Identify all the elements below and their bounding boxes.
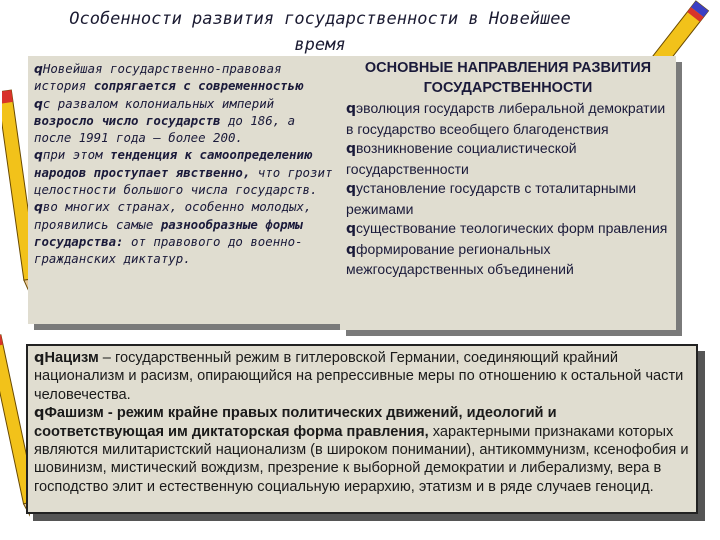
bullet-marker-icon: q bbox=[34, 349, 45, 366]
bullet-marker-icon: q bbox=[34, 199, 43, 215]
direction-item bbox=[346, 219, 670, 240]
direction-text: эволюция государств либеральной демократии в государство всеобщего благоденствия bbox=[346, 100, 666, 137]
bullet-marker-icon: q bbox=[346, 141, 357, 157]
definition-term: Нацизм bbox=[44, 350, 99, 366]
direction-item bbox=[346, 179, 670, 219]
bullet-marker-icon: q bbox=[346, 221, 357, 237]
bullet-marker-icon: q bbox=[346, 241, 357, 258]
left-paragraph bbox=[34, 95, 334, 147]
left-text: Новейшая государственно-правовая история bbox=[34, 61, 282, 94]
left-bold-text: тенденция к самоопределению народов проступает явственно, bbox=[34, 147, 312, 180]
direction-text: возникновение социалистической государственности bbox=[346, 140, 577, 177]
left-text: что грозит целостности большого числа государств. bbox=[34, 164, 333, 198]
left-text: до 186, а после 1991 года – более 200. bbox=[34, 112, 296, 146]
direction-text: существование теологических форм правления bbox=[356, 220, 668, 236]
page-title: Особенности развития государственности в Новейшее время bbox=[69, 9, 571, 55]
definition-text: характерными признаками которых являются милитаристский национализм (в широком понимании), антикоммунизм, ксенофобия и шовинизм, мистический вождизм, презрение к выборной демократии и либерализму, вера в господство элит и естественную социальную иерархию, этатизм и в ряде случаев геноцид. bbox=[34, 423, 689, 495]
left-text-panel bbox=[28, 56, 340, 324]
left-bold-text: возросло число государств bbox=[34, 112, 221, 128]
bullet-marker-icon: q bbox=[34, 95, 43, 111]
left-text: во многих странах, особенно молодых, проявились самые bbox=[34, 199, 312, 232]
bullet-marker-icon: q bbox=[34, 61, 43, 76]
bullet-marker-icon: q bbox=[34, 404, 45, 422]
definition-fascism bbox=[34, 404, 690, 496]
bullet-marker-icon: q bbox=[34, 147, 43, 163]
left-paragraph bbox=[34, 60, 334, 95]
definition-nazism bbox=[34, 349, 690, 404]
left-text: при этом bbox=[42, 147, 111, 163]
left-bold-text: разнообразные формы государства: bbox=[34, 216, 303, 249]
left-paragraph bbox=[34, 198, 334, 267]
definition-term: Фашизм - режим крайне правых политических движений, идеологий и соответствующая им диктаторская форма правления, bbox=[34, 405, 557, 440]
direction-item bbox=[346, 99, 670, 139]
left-bold-text: сопрягается с современностью bbox=[93, 78, 303, 94]
direction-text: формирование региональных межгосударственных объединений bbox=[346, 240, 574, 277]
definition-text: – государственный режим в гитлеровской Германии, соединяющий крайний национализм и расизм, опирающийся на репрессивные меры по отношению к остальной части человечества. bbox=[34, 350, 684, 403]
direction-item bbox=[346, 139, 670, 179]
definitions-panel bbox=[26, 344, 698, 514]
left-paragraph bbox=[34, 146, 334, 198]
left-text: с развалом колониальных империй bbox=[42, 95, 275, 111]
left-text: от правового до военно-гражданских диктатур. bbox=[34, 233, 303, 267]
bullet-marker-icon: q bbox=[346, 181, 357, 197]
directions-heading: ОСНОВНЫЕ НАПРАВЛЕНИЯ РАЗВИТИЯ ГОСУДАРСТВЕННОСТИ bbox=[364, 60, 652, 96]
direction-item bbox=[346, 240, 670, 280]
bullet-marker-icon: q bbox=[346, 101, 357, 117]
directions-panel bbox=[340, 56, 676, 330]
direction-text: установление государств с тоталитарными режимами bbox=[346, 180, 637, 217]
